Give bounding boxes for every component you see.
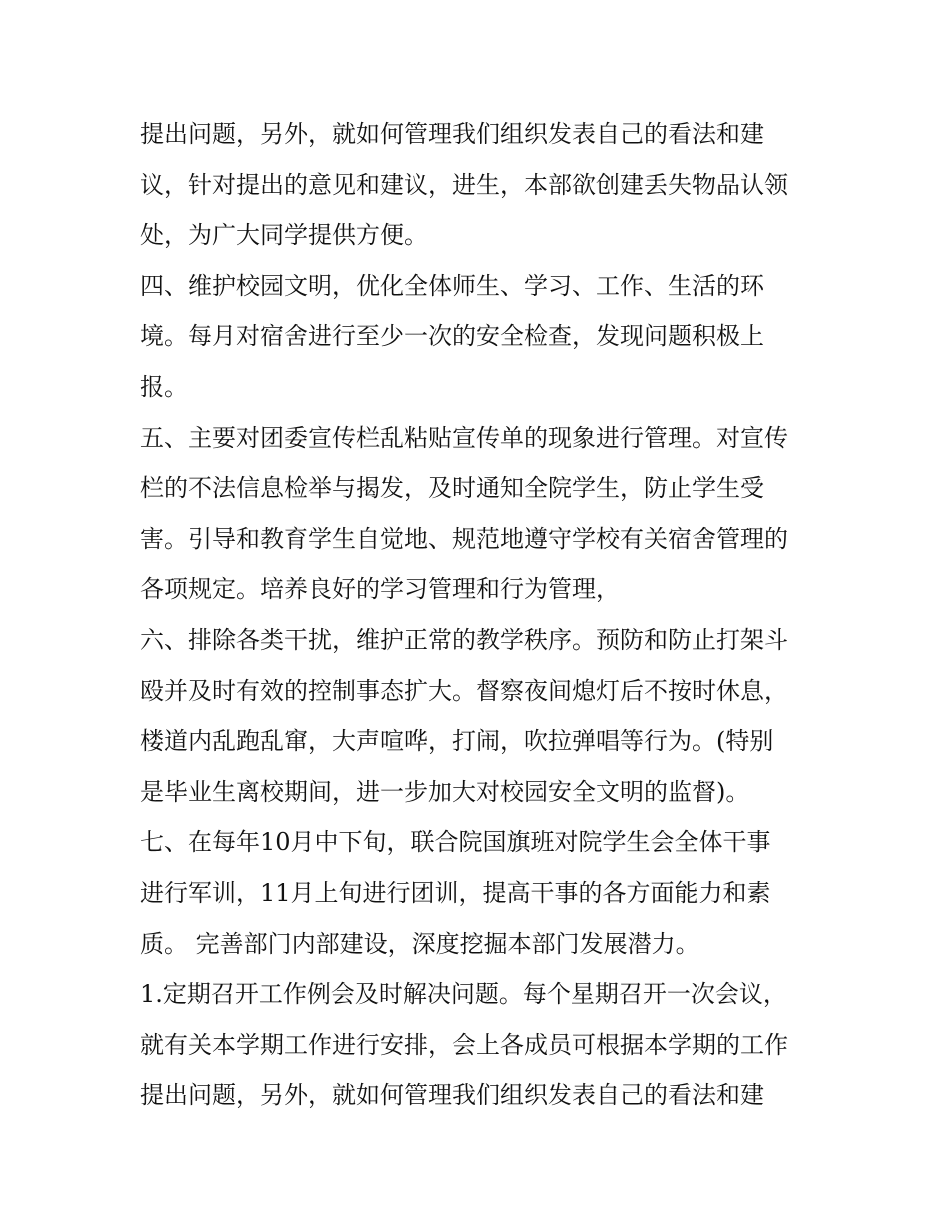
text-line: 报。	[140, 372, 188, 401]
text-line: 就有关本学期工作进行安排，会上各成员可根据本学期的工作	[140, 1030, 788, 1059]
text-line: 各项规定。培养良好的学习管理和行为管理，	[140, 575, 620, 604]
document-body	[140, 109, 830, 1121]
text-line: 1.定期召开工作例会及时解决问题。每个星期召开一次会议，	[140, 980, 787, 1009]
text-line: 四、维护校园文明，优化全体师生、学习、工作、生活的环	[140, 271, 764, 300]
text-line: 五、主要对团委宣传栏乱粘贴宣传单的现象进行管理。对宣传	[140, 423, 788, 452]
text-line: 提出问题，另外，就如何管理我们组织发表自己的看法和建	[140, 1081, 764, 1110]
text-line: 议，针对提出的意见和建议，进生，本部欲创建丢失物品认领	[140, 170, 788, 199]
text-line: 质。 完善部门内部建设，深度挖掘本部门发展潜力。	[140, 929, 700, 958]
text-line: 提出问题，另外，就如何管理我们组织发表自己的看法和建	[140, 120, 764, 148]
text-line: 六、排除各类干扰，维护正常的教学秩序。预防和防止打架斗	[140, 625, 788, 654]
text-line: 殴并及时有效的控制事态扩大。督察夜间熄灯后不按时休息，	[140, 676, 788, 705]
text-line: 楼道内乱跑乱窜，大声喧哗，打闹，吹拉弹唱等行为。(特别	[140, 727, 774, 756]
text-line: 境。每月对宿舍进行至少一次的安全检查，发现问题积极上	[140, 322, 764, 351]
text-line: 进行军训，11月上旬进行团训，提高干事的各方面能力和素	[140, 878, 771, 907]
text-line: 栏的不法信息检举与揭发，及时通知全院学生，防止学生受	[140, 474, 764, 503]
text-line: 是毕业生离校期间，进一步加大对校园安全文明的监督)。	[140, 777, 750, 806]
text-line: 处，为广大同学提供方便。	[140, 221, 428, 250]
text-line: 七、在每年10月中下旬，联合院国旗班对院学生会全体干事	[140, 828, 771, 857]
text-line: 害。引导和教育学生自觉地、规范地遵守学校有关宿舍管理的	[140, 524, 788, 553]
